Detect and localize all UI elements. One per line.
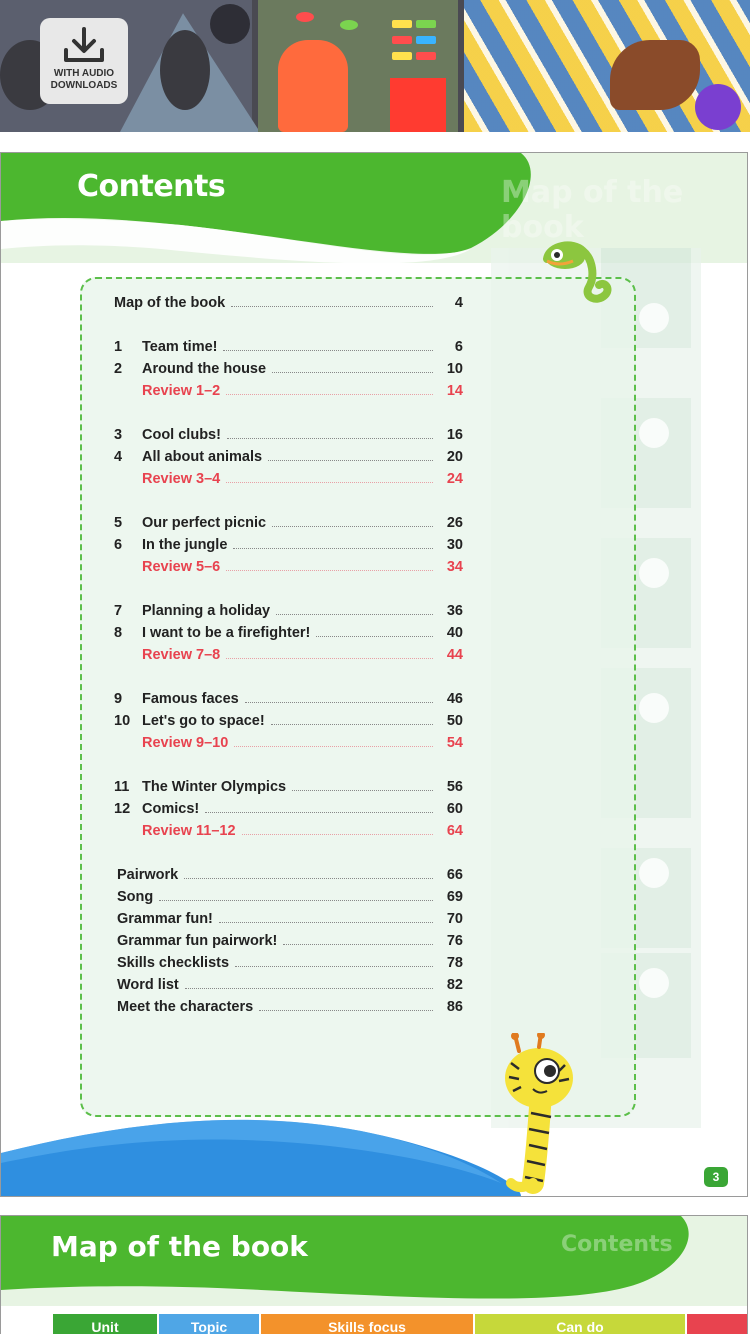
toc-leader-dots — [226, 658, 433, 659]
toc-item-page: 46 — [446, 691, 463, 707]
map-column-skills-focus: Skills focus — [261, 1314, 473, 1334]
toc-item-review-7-8[interactable] — [142, 643, 463, 663]
toc-item-grammar-fun[interactable] — [117, 907, 463, 927]
toc-item-page: 76 — [446, 933, 463, 949]
toc-item-review-11-12[interactable] — [142, 819, 463, 839]
toc-unit-number: 2 — [114, 361, 123, 377]
toc-unit-number: 4 — [114, 449, 123, 465]
ghost-facing-page-title: Map of the book — [501, 175, 684, 245]
toc-item-title: Map of the book — [114, 295, 226, 311]
toc-item-page: 36 — [446, 603, 463, 619]
toc-item-title: Song — [117, 889, 154, 905]
toc-leader-dots — [276, 614, 433, 615]
toc-unit-number: 5 — [114, 515, 123, 531]
toc-unit-number: 7 — [114, 603, 123, 619]
banner-hand-illustration — [278, 40, 348, 132]
banner-console-button — [296, 12, 314, 22]
toc-review-title: Review 7–8 — [142, 647, 221, 663]
map-page-title: Map of the book — [51, 1230, 308, 1263]
banner-console-button — [340, 20, 358, 30]
toc-leader-dots — [316, 636, 433, 637]
toc-item-review-1-2[interactable] — [142, 379, 463, 399]
toc-item-title: Skills checklists — [117, 955, 230, 971]
toc-leader-dots — [235, 966, 433, 967]
toc-review-title: Review 11–12 — [142, 823, 236, 839]
banner-orb-illustration — [695, 84, 741, 130]
audio-downloads-badge[interactable] — [40, 18, 128, 104]
toc-item-review-9-10[interactable] — [142, 731, 463, 751]
toc-item-title: Planning a holiday — [142, 603, 271, 619]
toc-item-title: Word list — [117, 977, 179, 993]
map-column-topic: Topic — [159, 1314, 259, 1334]
toc-review-title: Review 3–4 — [142, 471, 221, 487]
toc-item-meet-the-characters[interactable] — [117, 995, 463, 1015]
toc-item-title: I want to be a firefighter! — [142, 625, 311, 641]
banner-character-illustration — [610, 40, 700, 110]
toc-item-page: 20 — [446, 449, 463, 465]
toc-leader-dots — [184, 878, 433, 879]
toc-item-unit-1[interactable] — [114, 335, 463, 355]
toc-item-unit-9[interactable] — [114, 687, 463, 707]
audio-badge-line-1: WITH AUDIO — [53, 68, 115, 79]
toc-leader-dots — [272, 526, 433, 527]
chameleon-illustration — [539, 237, 619, 307]
page-title: Contents — [77, 169, 226, 204]
toc-item-title: All about animals — [142, 449, 263, 465]
toc-leader-dots — [205, 812, 433, 813]
banner-rock-illustration — [210, 4, 250, 44]
banner-console-button — [392, 36, 412, 44]
audio-badge-line-2: DOWNLOADS — [50, 80, 118, 91]
toc-leader-dots — [268, 460, 433, 461]
toc-leader-dots — [283, 944, 433, 945]
toc-item-title: Let's go to space! — [142, 713, 265, 729]
toc-unit-number: 1 — [114, 339, 123, 355]
map-column-can-do: Can do — [475, 1314, 685, 1334]
giraffe-illustration — [489, 1033, 589, 1196]
toc-item-page: 78 — [446, 955, 463, 971]
toc-item-title: Meet the characters — [117, 999, 254, 1015]
toc-item-unit-5[interactable] — [114, 511, 463, 531]
toc-item-title: The Winter Olympics — [142, 779, 287, 795]
toc-review-page: 64 — [446, 823, 463, 839]
banner-console-button — [392, 20, 412, 28]
toc-item-page: 86 — [446, 999, 463, 1015]
toc-item-title: Grammar fun pairwork! — [117, 933, 278, 949]
toc-leader-dots — [219, 922, 433, 923]
toc-item-title: Around the house — [142, 361, 267, 377]
contents-page — [0, 152, 748, 1197]
toc-item-review-3-4[interactable] — [142, 467, 463, 487]
banner-red-block — [390, 78, 446, 132]
toc-item-unit-12[interactable] — [114, 797, 463, 817]
toc-item-unit-10[interactable] — [114, 709, 463, 729]
toc-unit-number: 12 — [114, 801, 131, 817]
toc-item-title: Our perfect picnic — [142, 515, 267, 531]
toc-unit-number: 9 — [114, 691, 123, 707]
toc-item-title: Famous faces — [142, 691, 239, 707]
toc-leader-dots — [226, 482, 433, 483]
toc-leader-dots — [226, 570, 433, 571]
banner-rock-illustration — [160, 30, 210, 110]
toc-item-title: Grammar fun! — [117, 911, 213, 927]
toc-leader-dots — [272, 372, 433, 373]
toc-item-title: Pairwork — [117, 867, 179, 883]
toc-leader-dots — [159, 900, 433, 901]
toc-item-page: 60 — [446, 801, 463, 817]
toc-item-unit-11[interactable] — [114, 775, 463, 795]
toc-item-grammar-fun-pairwork[interactable] — [117, 929, 463, 949]
banner-console-button — [416, 20, 436, 28]
toc-item-skills-checklists[interactable] — [117, 951, 463, 971]
toc-item-unit-6[interactable] — [114, 533, 463, 553]
toc-unit-number: 11 — [114, 779, 130, 795]
toc-leader-dots — [223, 350, 433, 351]
toc-item-page: 16 — [446, 427, 463, 443]
toc-item-review-5-6[interactable] — [142, 555, 463, 575]
toc-leader-dots — [226, 394, 433, 395]
toc-item-page: 69 — [446, 889, 463, 905]
toc-item-map-of-the-book[interactable] — [114, 291, 463, 311]
toc-item-page: 40 — [446, 625, 463, 641]
toc-item-unit-4[interactable] — [114, 445, 463, 465]
toc-review-page: 54 — [446, 735, 463, 751]
toc-item-unit-2[interactable] — [114, 357, 463, 377]
toc-item-title: Comics! — [142, 801, 200, 817]
toc-item-page: 56 — [446, 779, 463, 795]
toc-leader-dots — [271, 724, 433, 725]
toc-item-unit-8[interactable] — [114, 621, 463, 641]
toc-review-title: Review 9–10 — [142, 735, 229, 751]
ghost-contents-title: Contents — [561, 1232, 673, 1257]
banner-console-button — [416, 52, 436, 60]
toc-item-page: 10 — [446, 361, 463, 377]
toc-review-page: 24 — [446, 471, 463, 487]
cover-banner — [0, 0, 750, 132]
toc-leader-dots — [245, 702, 433, 703]
footer-wave — [1, 1113, 747, 1196]
download-icon — [62, 26, 106, 64]
audio-badge-label — [51, 68, 118, 92]
toc-item-page: 82 — [446, 977, 463, 993]
toc-review-title: Review 5–6 — [142, 559, 221, 575]
toc-review-title: Review 1–2 — [142, 383, 221, 399]
toc-unit-number: 6 — [114, 537, 123, 553]
toc-leader-dots — [233, 548, 433, 549]
toc-item-word-list[interactable] — [117, 973, 463, 993]
toc-review-page: 44 — [446, 647, 463, 663]
toc-unit-number: 10 — [114, 713, 131, 729]
toc-item-title: Team time! — [142, 339, 218, 355]
toc-item-page: 26 — [446, 515, 463, 531]
map-of-the-book-page — [0, 1215, 748, 1334]
toc-review-page: 14 — [446, 383, 463, 399]
toc-item-page: 4 — [454, 295, 463, 311]
toc-leader-dots — [242, 834, 433, 835]
banner-console-button — [416, 36, 436, 44]
toc-leader-dots — [227, 438, 433, 439]
toc-leader-dots — [231, 306, 433, 307]
toc-item-unit-3[interactable] — [114, 423, 463, 443]
toc-leader-dots — [259, 1010, 433, 1011]
toc-item-page: 66 — [446, 867, 463, 883]
toc-item-title: Cool clubs! — [142, 427, 221, 443]
toc-item-page: 70 — [446, 911, 463, 927]
banner-console-button — [392, 52, 412, 60]
page-number-badge: 3 — [704, 1167, 728, 1187]
toc-leader-dots — [292, 790, 433, 791]
toc-item-unit-7[interactable] — [114, 599, 463, 619]
toc-item-page: 50 — [446, 713, 463, 729]
toc-unit-number: 3 — [114, 427, 123, 443]
map-column-extra — [687, 1314, 747, 1334]
toc-leader-dots — [185, 988, 433, 989]
map-column-unit: Unit — [53, 1314, 157, 1334]
toc-leader-dots — [234, 746, 433, 747]
toc-review-page: 34 — [446, 559, 463, 575]
toc-item-page: 6 — [454, 339, 463, 355]
toc-item-pairwork[interactable] — [117, 863, 463, 883]
toc-item-title: In the jungle — [142, 537, 228, 553]
toc-item-song[interactable] — [117, 885, 463, 905]
toc-unit-number: 8 — [114, 625, 123, 641]
toc-item-page: 30 — [446, 537, 463, 553]
